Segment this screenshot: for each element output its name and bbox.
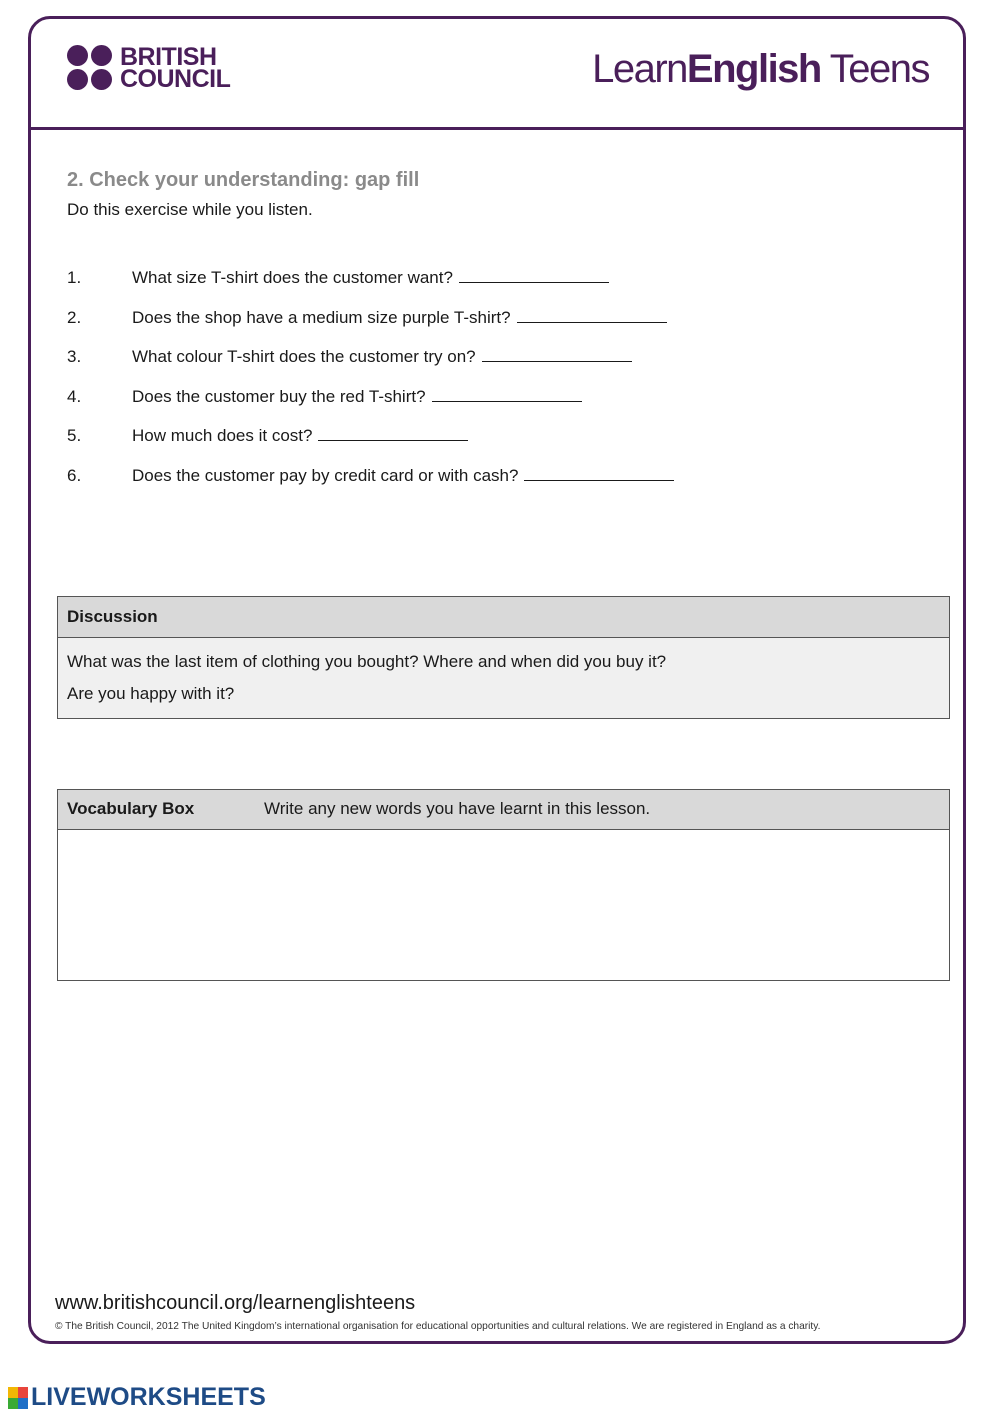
answer-blank[interactable]: [318, 426, 468, 441]
brand-teens: Teens: [820, 47, 929, 91]
question-text: What size T-shirt does the customer want?: [132, 268, 453, 287]
discussion-title: Discussion: [58, 597, 949, 638]
question-number: 4.: [67, 386, 82, 406]
brand-english: English: [686, 47, 821, 91]
question-item: [67, 308, 937, 348]
section-instruction: Do this exercise while you listen.: [67, 200, 313, 219]
british-council-logo: [67, 42, 231, 93]
footer-copyright: © The British Council, 2012 The United Kingdom’s international organisation for educational opportunities and cultural relations. We are registered in England as a charity.: [55, 1321, 821, 1332]
question-number: 3.: [67, 347, 82, 366]
discussion-question-1: What was the last item of clothing you bought? Where and when did you buy it?: [67, 652, 667, 671]
vocabulary-box: [57, 789, 950, 981]
section-title: 2. Check your understanding: gap fill: [67, 169, 420, 191]
discussion-question-2: Are you happy with it?: [67, 684, 235, 703]
question-item: [67, 347, 937, 387]
question-list: [67, 268, 937, 505]
learnenglish-teens-logo: [592, 47, 929, 92]
header-divider: [31, 127, 963, 130]
footer-url: www.britishcouncil.org/learnenglishteens: [55, 1292, 416, 1314]
worksheet-page: [28, 16, 966, 1344]
logo-line-1: BRITISH: [120, 42, 217, 71]
question-item: [67, 268, 937, 308]
question-text: What colour T-shirt does the customer try on?: [132, 347, 476, 366]
brand-learn: Learn: [592, 47, 687, 91]
question-item: [67, 387, 937, 427]
question-text: Does the shop have a medium size purple T-shirt?: [132, 307, 511, 327]
answer-blank[interactable]: [459, 268, 609, 283]
question-text: Does the customer pay by credit card or with cash?: [132, 465, 519, 485]
answer-blank[interactable]: [517, 308, 667, 323]
liveworksheets-badge-icon: [8, 1387, 28, 1409]
question-number: 2.: [67, 307, 82, 327]
vocabulary-instruction: Write any new words you have learnt in this lesson.: [264, 799, 651, 818]
question-item: [67, 426, 937, 466]
answer-blank[interactable]: [432, 387, 582, 402]
logo-line-2: COUNCIL: [120, 64, 231, 93]
question-text: How much does it cost?: [132, 426, 313, 445]
liveworksheets-watermark: [8, 1383, 266, 1412]
british-council-dots-icon: [67, 45, 112, 90]
answer-blank[interactable]: [482, 347, 632, 362]
question-text: Does the customer buy the red T-shirt?: [132, 386, 426, 406]
answer-blank[interactable]: [524, 466, 674, 481]
question-number: 5.: [67, 426, 82, 445]
liveworksheets-text: LIVEWORKSHEETS: [31, 1383, 266, 1411]
question-number: 1.: [67, 268, 82, 287]
vocabulary-writing-area[interactable]: [58, 830, 949, 980]
exercise-section: [67, 169, 937, 505]
vocabulary-title: Vocabulary Box: [67, 799, 195, 818]
question-number: 6.: [67, 465, 82, 485]
question-item: [67, 466, 937, 506]
discussion-box: [57, 596, 950, 719]
